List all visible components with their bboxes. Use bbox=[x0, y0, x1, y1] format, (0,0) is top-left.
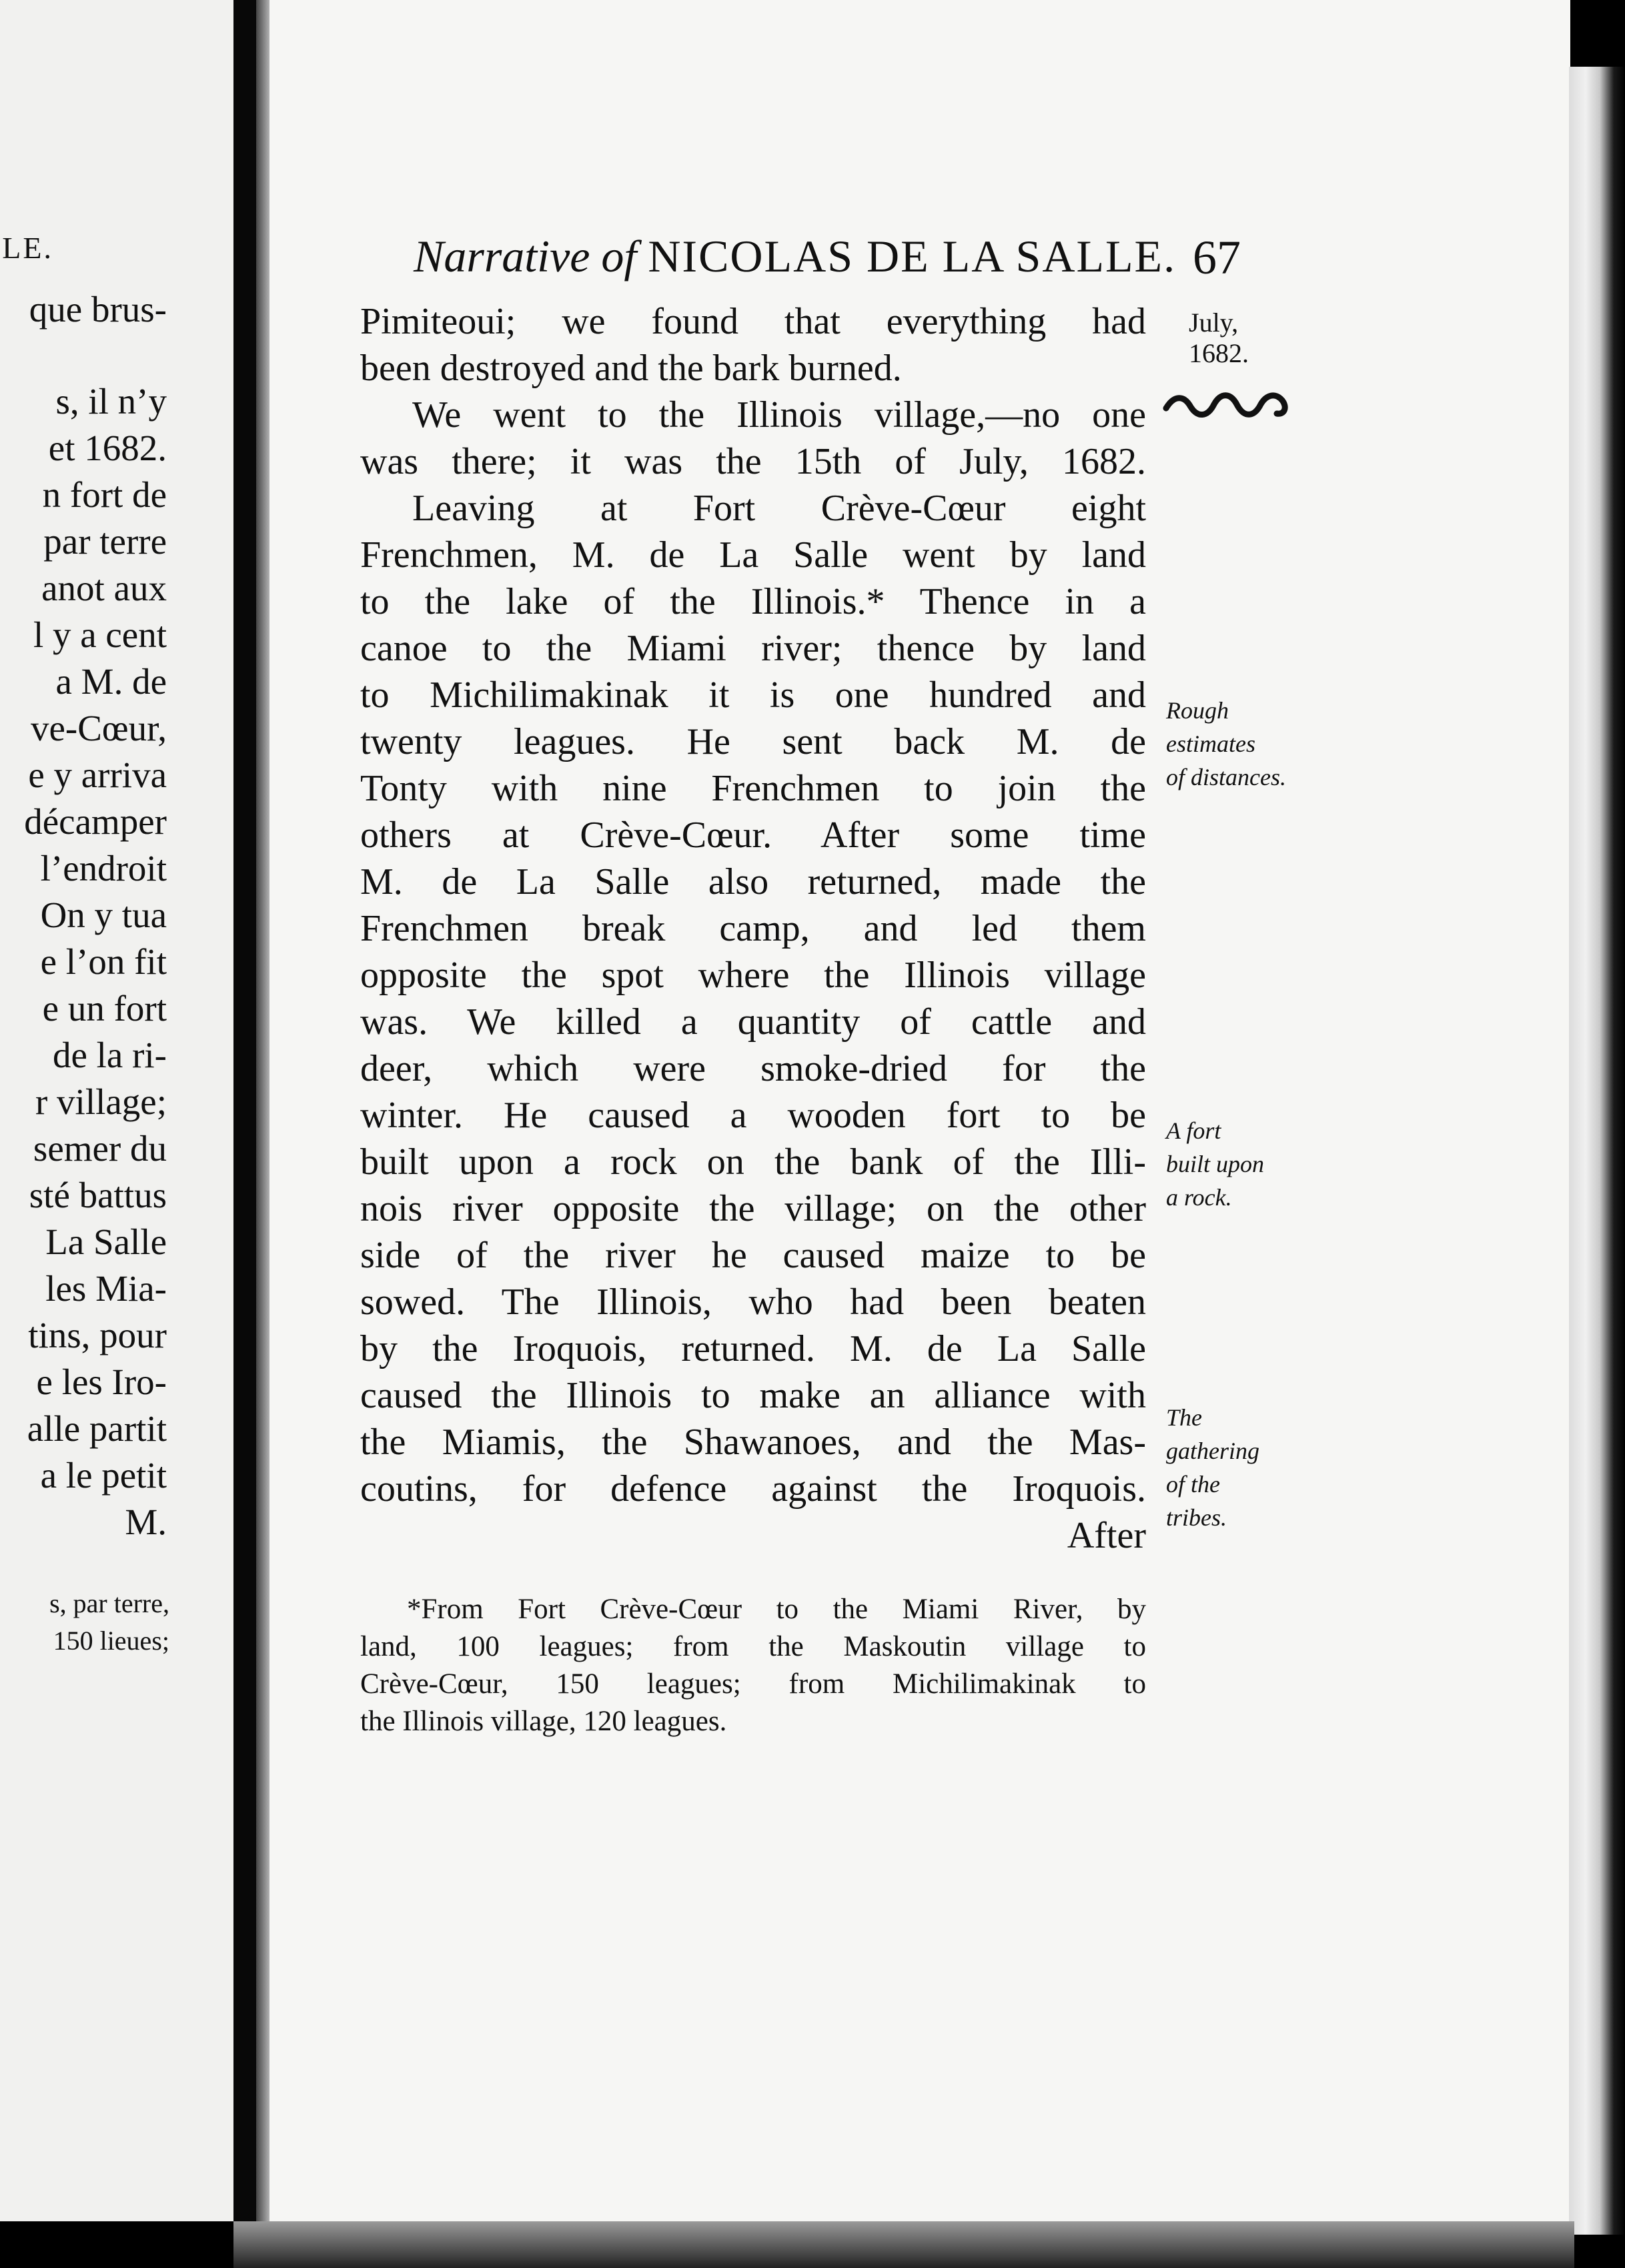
left-text-line: s, il n’y bbox=[55, 381, 167, 422]
left-text-line: e y arriva bbox=[28, 754, 167, 795]
running-header-italic: Narrative of bbox=[414, 231, 637, 281]
left-text-line: tins, pour bbox=[28, 1315, 167, 1355]
body-line: We went to the Illinois village,—no one bbox=[412, 394, 1146, 436]
left-text-line: e un fort bbox=[42, 988, 167, 1029]
body-line: Frenchmen, M. de La Salle went by land bbox=[360, 534, 1146, 576]
body-line: opposite the spot where the Illinois village bbox=[360, 955, 1146, 996]
margin-date-month: July, bbox=[1189, 308, 1239, 338]
left-text-line: r village; bbox=[35, 1081, 167, 1122]
body-line: to the lake of the Illinois.* Thence in a bbox=[360, 581, 1146, 622]
margin-note-line: tribes. bbox=[1166, 1504, 1227, 1531]
left-text-line: l’endroit bbox=[40, 848, 167, 889]
left-text-line: a le petit bbox=[40, 1455, 167, 1496]
body-line: built upon a rock on the bank of the Illi- bbox=[360, 1141, 1146, 1183]
margin-note-line: The bbox=[1166, 1404, 1202, 1431]
left-text-line: de la ri- bbox=[52, 1035, 167, 1075]
footnote-line: *From Fort Crève-Cœur to the Miami River, by bbox=[407, 1594, 1146, 1625]
left-text-line: sté battus bbox=[29, 1175, 167, 1215]
body-line: deer, which were smoke-dried for the bbox=[360, 1048, 1146, 1089]
left-text-line: On y tua bbox=[40, 895, 167, 935]
footnote-line: land, 100 leagues; from the Maskoutin village to bbox=[360, 1631, 1146, 1662]
margin-note-line: estimates bbox=[1166, 730, 1255, 757]
margin-note-line: built upon bbox=[1166, 1151, 1265, 1177]
left-text-line: e l’on fit bbox=[40, 941, 167, 982]
body-line: Frenchmen break camp, and led them bbox=[360, 908, 1146, 949]
left-text-line: a M. de bbox=[55, 661, 167, 702]
margin-note-line: of the bbox=[1166, 1471, 1220, 1498]
body-line: been destroyed and the bark burned. bbox=[360, 348, 902, 389]
margin-date-year: 1682. bbox=[1189, 338, 1249, 368]
binding-edge bbox=[256, 0, 271, 2268]
left-text-line: e les Iro- bbox=[36, 1361, 167, 1402]
left-text-line: les Mia- bbox=[45, 1268, 167, 1309]
left-text-line: l y a cent bbox=[33, 614, 167, 655]
left-text-line: et 1682. bbox=[48, 428, 167, 468]
page-bottom-shadow bbox=[233, 2221, 1574, 2268]
body-line: caused the Illinois to make an alliance with bbox=[360, 1375, 1146, 1416]
left-text-line: alle partit bbox=[27, 1408, 167, 1449]
previous-page bbox=[0, 0, 233, 2221]
left-footnote-line: s, par terre, bbox=[49, 1588, 169, 1618]
margin-note-line: of distances. bbox=[1166, 764, 1286, 790]
body-line: was. We killed a quantity of cattle and bbox=[360, 1001, 1146, 1043]
body-line: to Michilimakinak it is one hundred and bbox=[360, 674, 1146, 716]
running-header-caps: NICOLAS DE LA SALLE. bbox=[648, 231, 1177, 281]
left-text-line: que brus- bbox=[29, 289, 167, 330]
left-running-header: LE. bbox=[2, 231, 53, 265]
page-edge bbox=[1569, 67, 1625, 2235]
footnote-line: the Illinois village, 120 leagues. bbox=[360, 1706, 727, 1737]
body-line: winter. He caused a wooden fort to be bbox=[360, 1095, 1146, 1136]
left-footnote-line: 150 lieues; bbox=[53, 1626, 169, 1656]
body-line: the Miamis, the Shawanoes, and the Mas- bbox=[360, 1422, 1146, 1463]
footnote-line: Crève-Cœur, 150 leagues; from Michilimakinak to bbox=[360, 1668, 1146, 1700]
catchword: After bbox=[1067, 1515, 1146, 1556]
left-text-line: La Salle bbox=[45, 1221, 167, 1262]
left-text-line: décamper bbox=[24, 801, 167, 842]
left-text-line: M. bbox=[125, 1502, 167, 1542]
margin-note-line: A fort bbox=[1166, 1117, 1221, 1144]
body-line: nois river opposite the village; on the other bbox=[360, 1188, 1146, 1229]
body-line: sowed. The Illinois, who had been beaten bbox=[360, 1281, 1146, 1323]
left-text-line: n fort de bbox=[42, 474, 167, 515]
running-header bbox=[414, 230, 1176, 283]
margin-note-line: Rough bbox=[1166, 697, 1229, 724]
flourish-ornament bbox=[1161, 383, 1294, 423]
margin-note-line: a rock. bbox=[1166, 1184, 1232, 1211]
body-line: others at Crève-Cœur. After some time bbox=[360, 814, 1146, 856]
page-number: 67 bbox=[1193, 231, 1241, 284]
body-line: M. de La Salle also returned, made the bbox=[360, 861, 1146, 903]
left-text-line: semer du bbox=[33, 1128, 167, 1169]
body-line: twenty leagues. He sent back M. de bbox=[360, 721, 1146, 762]
body-line: Leaving at Fort Crève-Cœur eight bbox=[412, 488, 1146, 529]
body-line: was there; it was the 15th of July, 1682. bbox=[360, 441, 1146, 482]
body-line: Pimiteoui; we found that everything had bbox=[360, 301, 1146, 342]
binding-gutter bbox=[233, 0, 256, 2268]
margin-note-line: gathering bbox=[1166, 1438, 1259, 1464]
left-text-line: anot aux bbox=[41, 568, 167, 608]
left-text-line: ve-Cœur, bbox=[31, 708, 167, 748]
left-text-line: par terre bbox=[43, 521, 167, 562]
body-line: Tonty with nine Frenchmen to join the bbox=[360, 768, 1146, 809]
body-line: canoe to the Miami river; thence by land bbox=[360, 628, 1146, 669]
body-line: side of the river he caused maize to be bbox=[360, 1235, 1146, 1276]
body-line: coutins, for defence against the Iroquois. bbox=[360, 1468, 1146, 1510]
body-line: by the Iroquois, returned. M. de La Salle bbox=[360, 1328, 1146, 1369]
